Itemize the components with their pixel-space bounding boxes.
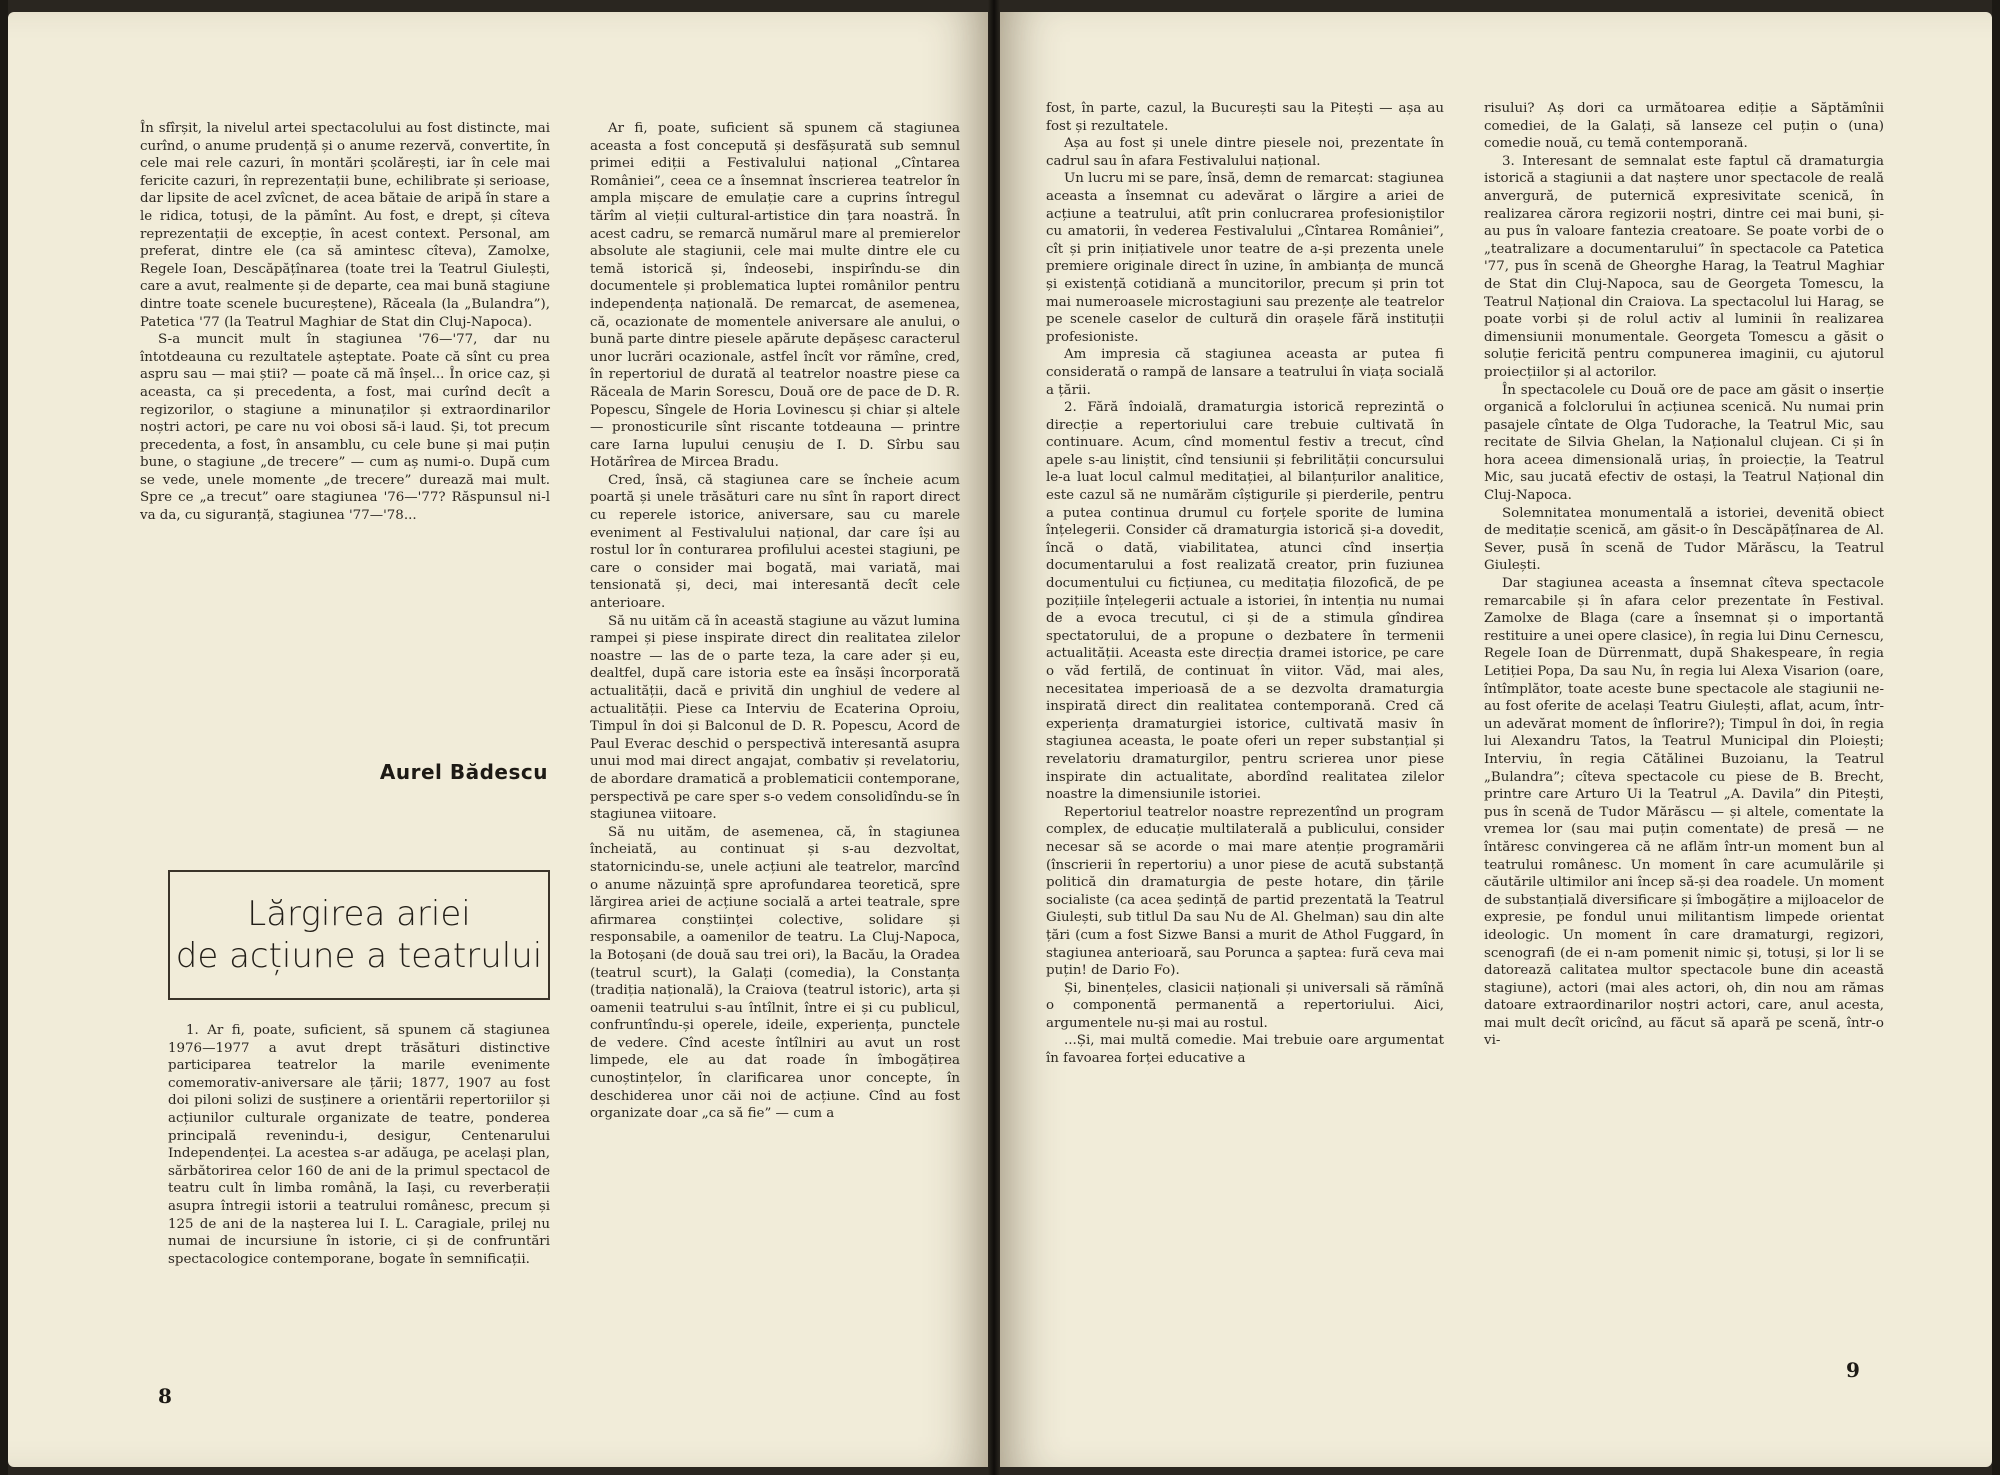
paragraph: În spectacolele cu Două ore de pace am găsit o inserție organică a folclorului în acțiunea scenică. Nu numai prin pasajele cîntate de Olga Tudorache, la Teatrul Mic, sau recitate de Silvia Ghelan, la Naționalul clujean. Ci și în hora aceea dimensională uriaș, în proiecție, la Teatrul Mic, sau jucată efectiv de ostași, la Teatrul Național din Cluj-Napoca. [1484,382,1884,504]
page-number-right: 9 [1846,1358,1860,1382]
left-column-2 [590,120,960,1123]
page-number-left: 8 [158,1384,172,1408]
article-title-line2: de acțiune a teatrului [175,936,543,976]
left-page [8,12,988,1467]
paragraph: Am impresia că stagiunea aceasta ar putea fi considerată o rampă de lansare a teatrului în viața socială a țării. [1046,347,1444,398]
paragraph: ...Și, mai multă comedie. Mai trebuie oare argumentat în favoarea forței educative a [1046,1033,1444,1067]
left-column-1 [140,120,550,525]
paragraph: risului? Aș dori ca următoarea ediție a Săptămînii comediei, de la Galați, să lanseze cel puțin o (una) comedie nouă, cu temă contemporană. [1484,101,1884,152]
paragraph: Să nu uităm, de asemenea, că, în stagiunea încheiată, au continuat și s-au dezvoltat, statornicindu-se, unele acțiuni ale teatrelor, marcînd o anume năzuință spre aprofundarea teoretică, spre lărgirea ariei de acțiune socială a artei teatrale, spre afirmarea conștiinței colective, solidare și responsabile, a oamenilor de teatru. La Cluj-Napoca, la Botoșani (de două sau trei ori), la Bacău, la Oradea (teatrul scurt), la Galați (comedia), la Constanța (tradiția națională), la Craiova (teatrul istoric), arta și oamenii teatrului s-au întîlnit, între ei și cu publicul, confruntîndu-și operele, ideile, experiența, punctele de vedere. Cînd aceste întîlniri au avut un rost limpede, ele au dat roade în îmbogățirea cunoștințelor, în clarificarea unor concepte, în deschiderea unor căi noi de acțiune. Cînd au fost organizate doar „ca să fie” — cum a [590,824,960,1122]
paragraph: Să nu uităm că în această stagiune au văzut lumina rampei și piese inspirate direct din realitatea zilelor noastre — las de o parte teza, la care ader și eu, dealtfel, după care istoria este ea însăși încorporată actualității, dacă e privită din unghiul de vedere al actualității. Piese ca Interviu de Ecaterina Oproiu, Timpul în doi și Balconul de D. R. Popescu, Acord de Paul Everac deschid o perspectivă interesantă asupra unui mod mai direct angajat, combativ și revelatoriu, de abordare dramatică a problematicii contemporane, perspectivă pe care sper s-o vedem consolidîndu-se în stagiunea viitoare. [590,613,960,823]
paragraph: Solemnitatea monumentală a istoriei, devenită obiect de meditație scenică, am găsit-o în Descăpățînarea de Al. Sever, pusă în scenă de Tudor Mărăscu, la Teatrul Giulești. [1484,505,1884,574]
article-title-box [168,870,550,1000]
paragraph: Un lucru mi se pare, însă, demn de remarcat: stagiunea aceasta a însemnat cu adevărat o lărgire a ariei de acțiune a teatrului, atît prin conlucrarea profesioniștilor cu amatorii, în vederea Festivalului „Cîntarea României”, cît și prin inițiativele unor teatre de a-și prezenta unele premiere originale direct în uzine, în ambianța de muncă și existență cotidiană a muncitorilor, precum și prin tot mai numeroasele microstagiuni sau prezențe ale teatrelor pe scenele caselor de cultură din orașele fără instituții profesioniste. [1046,171,1444,345]
paragraph: Repertoriul teatrelor noastre reprezentînd un program complex, de educație multilaterală a publicului, consider necesar să se acorde o mai mare atenție programării (înscrierii în repertoriu) a unor piese de acută substanță politică din dramaturgia de peste hotare, din țările socialiste (ca acea ședință de partid prezentată la Teatrul Giulești, sub titlul Da sau Nu de Al. Ghelman) sau din alte țări (cum a fost Sizwe Bansi a murit de Athol Fuggard, în stagiunea anterioară, sau Porunca a șaptea: fură ceva mai puțin! de Dario Fo). [1046,804,1444,979]
right-page [1000,12,1992,1467]
left-column-1-lower [168,1022,550,1268]
paragraph: 1. Ar fi, poate, suficient, să spunem că stagiunea 1976—1977 a avut drept trăsături distinctive participarea teatrelor la marile evenimente comemorativ-aniversare ale țării; 1877, 1907 au fost doi piloni solizi de susținere a orientării repertoriilor și acțiunilor culturale organizate de teatre, ponderea principală revenindu-i, desigur, Centenarului Independenței. La acestea s-ar adăuga, pe același plan, sărbătorirea celor 160 de ani de la primul spectacol de teatru cult în limba română, la Iași, cu reverberații asupra întregii istorii a teatrului românesc, precum și 125 de ani de la nașterea lui I. L. Caragiale, prilej nu numai de incursiune în istorie, ci și de confruntări spectacologice contemporane, bogate în semnificații. [168,1023,550,1267]
right-column-2 [1484,100,1884,1050]
right-edge [1992,0,2000,1475]
paragraph: În sfîrșit, la nivelul artei spectacolului au fost distincte, mai curînd, o anume prudență și o anume rezervă, convertite, în cele mai rele cazuri, în montări școlărești, iar în cele mai fericite cazuri, în reprezentații bune, echilibrate și serioase, dar lipsite de acel zvîcnet, de acea bătaie de aripă în stare a le ridica, totuși, de la pămînt. Au fost, e drept, și cîteva reprezentații de excepție, în acest context. Personal, am preferat, dintre ele (ca să amintesc cîteva), Zamolxe, Regele Ioan, Descăpățînarea (toate trei la Teatrul Giulești, care a avut, realmente și de departe, cea mai bună stagiune dintre toate scenele bucureștene), Răceala (la „Bulandra”), Patetica '77 (la Teatrul Maghiar de Stat din Cluj-Napoca). [140,121,550,330]
paragraph: 3. Interesant de semnalat este faptul că dramaturgia istorică a stagiunii a dat naștere unor spectacole de reală anvergură, de puternică expresivitate scenică, în realizarea cărora regizorii noștri, dintre cei mai buni, și-au pus în valoare fantezia creatoare. Se poate vorbi de o „teatralizare a documentarului” în spectacole ca Patetica '77, pus în scenă de Gheorghe Harag, la Teatrul Maghiar de Stat din Cluj-Napoca, sau de Georgeta Tomescu, la Teatrul Național din Craiova. La spectacolul lui Harag, se poate vorbi și de rolul activ al luminii în realizarea dimensiunii monumentale. Georgeta Tomescu a găsit o soluție fericită pentru compunerea imaginii, cu ajutorul proiecțiilor și al actorilor. [1484,153,1884,380]
author-signature: Aurel Bădescu [379,760,548,784]
paragraph: fost, în parte, cazul, la București sau la Pitești — așa au fost și rezultatele. [1046,101,1444,134]
paragraph: Așa au fost și unele dintre piesele noi, prezentate în cadrul sau în afara Festivalului național. [1046,136,1444,169]
paragraph: Ar fi, poate, suficient să spunem că stagiunea aceasta a fost concepută și desfășurată sub semnul primei ediții a Festivalului național „Cîntarea României”, ceea ce a însemnat înscrierea teatrelor în ampla mișcare de emulație care a cuprins întregul tărîm al vieții cultural-artistice din țara noastră. În acest cadru, se remarcă numărul mare al premierelor absolute ale stagiunii, cele mai multe dintre ele cu temă istorică și, îndeosebi, inspirîndu-se din documentele și problematica luptei românilor pentru independența națională. De remarcat, de asemenea, că, ocazionate de momentele aniversare ale anului, o bună parte dintre piesele apărute depășesc caracterul unor lucrări ocazionale, astfel încît vor rămîne, cred, în repertoriul de durată al teatrelor noastre piese ca Răceala de Marin Sorescu, Două ore de pace de D. R. Popescu, Sîngele de Horia Lovinescu și chiar și altele — pronosticurile sînt riscante totdeauna — printre care Iarna lupului cenușiu de I. D. Sîrbu sau Hotărîrea de Mircea Bradu. [590,121,960,471]
article-title-line1: Lărgirea ariei [247,894,471,934]
left-edge [0,0,8,1475]
right-column-1 [1046,100,1444,1068]
paragraph: 2. Fără îndoială, dramaturgia istorică reprezintă o direcție a repertoriului care trebuie cultivată în continuare. Acum, cînd momentul festiv a trecut, cînd apele s-au liniștit, cînd tensiunii și febrilității concursului le-a luat locul calmul meditației, al bilanțurilor analitice, este cazul să ne numărăm cîștigurile și pierderile, pentru a putea continua drumul cu forțele sporite de lumina înțelegerii. Consider că dramaturgia istorică și-a dovedit, încă o dată, viabilitatea, atunci cînd inserția documentarului a fost realizată creator, prin fuziunea documentului cu ficțiunea, cu meditația filozofică, de pe pozițiile înțelegerii actuale a istoriei, în intenția nu numai de a evoca trecutul, ci și de a stimula gîndirea spectatorului, de a propune o dezbatere în termenii actualității. Aceasta este direcția dramei istorice, pe care o văd fertilă, de continuat în viitor. Văd, mai ales, necesitatea imperioasă de a se dezvolta dramaturgia inspirată direct din realitatea contemporană. Cred că experiența dramaturgiei istorice, cultivată masiv în stagiunea aceasta, le poate oferi un reper substanțial și revelatoriu dramaturgilor, pentru scrierea unor piese inspirate din actualitate, abordînd realitatea zilelor noastre la dimensiunile istoriei. [1046,400,1444,803]
paragraph: S-a muncit mult în stagiunea '76—'77, dar nu întotdeauna cu rezultatele așteptate. Poate că sînt cu prea aspru sau — mai știi? — poate că mă înșel... În orice caz, și aceasta, ca și precedenta, a fost, mai curînd decît a regizorilor, o stagiune a minunaților și extraordinarilor noștri actori, pe care nu voi obosi să-i laud. Și, tot precum precedenta, a fost, în ansamblu, cu cele bune și mai puțin bune, o stagiune „de trecere” — cum aș numi-o. După cum se vede, unele momente „de trecere” durează mai mult. Spre ce „a trecut” oare stagiunea '76—'77? Răspunsul ni-l va da, cu siguranță, stagiunea '77—'78... [140,332,550,524]
paragraph: Dar stagiunea aceasta a însemnat cîteva spectacole remarcabile și în afara celor prezentate în Festival. Zamolxe de Blaga (care a însemnat și o importantă restituire a unei opere clasice), în regia lui Dinu Cernescu, Regele Ioan de Dürrenmatt, după Shakespeare, în regia Letiției Popa, Da sau Nu, în regia lui Alexa Visarion (oare, întîmplător, toate aceste bune spectacole ale stagiunii ne-au fost oferite de același Teatru Giulești, aflat, acum, într-un adevărat moment de înflorire?); Timpul în doi, în regia lui Alexandru Tatos, la Teatrul Municipal din Ploiești; Interviu, în regia Cătălinei Buzoianu, la Teatrul „Bulandra”; cîteva spectacole cu piese de B. Brecht, printre care Arturo Ui la Teatrul „A. Davila” din Pitești, pus în scenă de Tudor Mărăscu — și altele, comentate la vremea lor (sau mai puțin comentate) de presă — ne întăresc convingerea că ne aflăm într-un moment bun al teatrului românesc. Un moment în care acumulările și căutările ultimilor ani încep să-și dea roadele. Un moment de substanțială diversificare și îmbogățire a mijloacelor de expresie, pe fondul unui militantism limpede orientat ideologic. Un moment în care dramaturgi, regizori, scenografi (de ei n-am pomenit nimic și, totuși, și lor li se datorează calitatea multor spectacole bune din această stagiune), actori (mai ales actori, oh, din nou am rămas datoare extraordinarilor noștri actori, care, anul acesta, mai mult decît oricînd, au făcut să apară pe scenă, într-o vi- [1484,576,1884,1049]
paragraph: Și, binențeles, clasicii naționali și universali să rămînă o componentă permanentă a repertoriului. Aici, argumentele nu-și mai au rostul. [1046,980,1444,1031]
paragraph: Cred, însă, că stagiunea care se încheie acum poartă și unele trăsături care nu sînt în raport direct cu reperele istorice, aniversare, sau cu marele eveniment al Festivalului național, dar care își au rostul lor în conturarea profilului acestei stagiuni, pe care o consider mai bogată, mai variată, mai tensionată și, deci, mai interesantă decît cele anterioare. [590,472,960,612]
book-gutter [988,0,1000,1475]
